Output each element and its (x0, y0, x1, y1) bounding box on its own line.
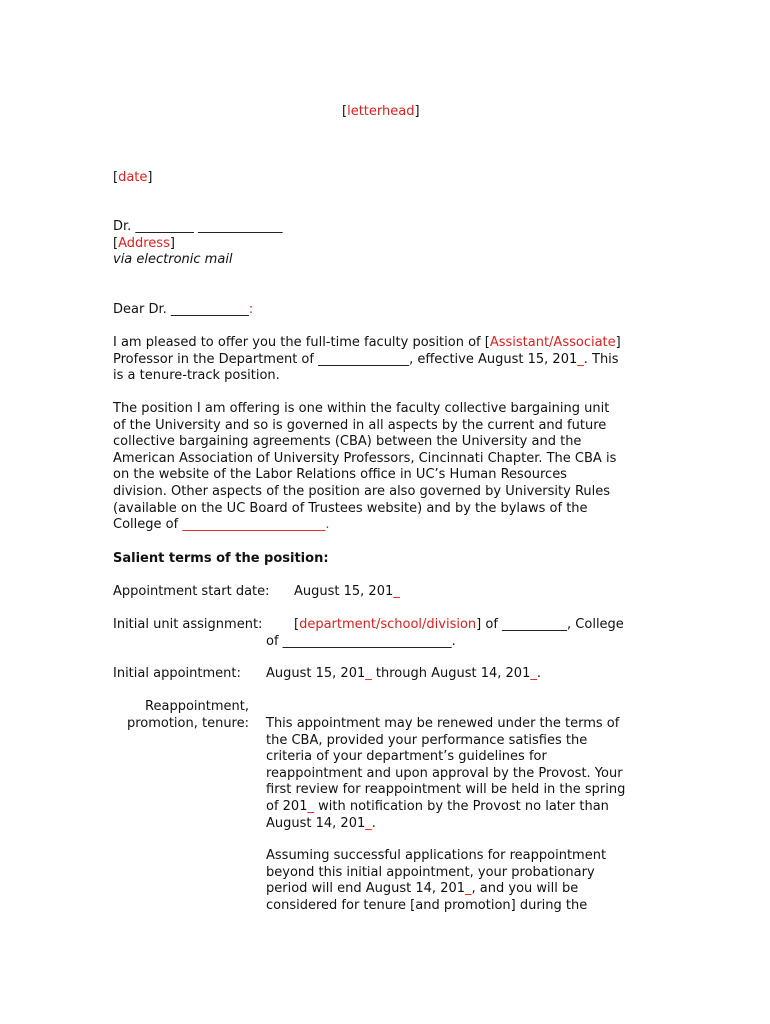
offer-line-1-post: ] (615, 335, 621, 350)
salutation-text: Dear Dr. ____________ (113, 302, 249, 317)
initial-appointment-value (266, 666, 541, 683)
initial-start-year-blank: _ (365, 666, 372, 681)
offer-line-2-post: . This (583, 351, 619, 367)
reappointment-paragraph-1 (266, 716, 625, 832)
reappointment-line: This appointment may be renewed under the terms of (266, 716, 620, 731)
reappointment-line-6 (266, 799, 625, 816)
probation-line-3 (266, 881, 606, 898)
letterhead-placeholder: [letterhead] (342, 104, 420, 119)
letterhead-text: letterhead (347, 104, 415, 119)
recipient-name: Dr. _________ _____________ (113, 219, 283, 234)
probation-line: beyond this initial appointment, your probationary (266, 864, 595, 880)
reappointment-line-7 (266, 816, 625, 833)
recipient-address: [Address] (113, 235, 175, 251)
review-year-pre: of 201 (266, 798, 308, 814)
college-label: College of (113, 517, 183, 533)
initial-mid: through August 14, 201 (371, 666, 531, 681)
offer-line-1-pre: I am pleased to offer you the full-time faculty position of [ (113, 335, 490, 350)
probation-year-blank: _ (465, 881, 472, 897)
date-placeholder: [date] (113, 170, 153, 185)
reappointment-label-line-2: promotion, tenure: (126, 715, 249, 731)
governance-line: of the University and so is governed in all aspects by the current and future (113, 417, 607, 433)
reappointment-label (127, 699, 249, 732)
governance-line: (available on the UC Board of Trustees website) and by the bylaws of the (113, 500, 588, 516)
reappointment-label-line-1: Reappointment, (145, 699, 249, 714)
college-blank: ______________________. (182, 517, 330, 533)
salutation (113, 302, 253, 319)
offer-line-1 (113, 335, 621, 352)
review-year-blank: _ (307, 798, 314, 814)
reappointment-paragraph-2 (266, 848, 606, 914)
offer-line-3: is a tenure-track position. (113, 368, 280, 384)
offer-line-2 (113, 352, 621, 369)
salutation-colon: : (248, 302, 254, 317)
offer-rank: Assistant/Associate (489, 335, 616, 350)
offer-paragraph (113, 335, 621, 385)
start-date-year-blank: _ (393, 584, 400, 599)
recipient-address-text: Address (118, 235, 170, 251)
unit-line-1-pre: [ (294, 617, 300, 632)
unit-line-1-post: ] of __________, College (476, 617, 624, 632)
date-text: date (118, 170, 148, 185)
governance-line: on the website of the Labor Relations office in UC’s Human Resources (113, 467, 567, 483)
probation-line: considered for tenure [and promotion] during the (266, 897, 588, 913)
governance-line: collective bargaining agreements (CBA) between the University and the (113, 434, 582, 450)
start-date-value (294, 584, 400, 601)
start-date-text: August 15, 201 (294, 584, 394, 599)
initial-appointment-label: Initial appointment: (113, 666, 241, 681)
recipient-delivery: via electronic mail (113, 252, 233, 268)
unit-line-2: of __________________________. (266, 634, 456, 649)
initial-post: . (536, 666, 541, 681)
start-date-label: Appointment start date: (113, 584, 270, 599)
recipient-block (113, 219, 283, 269)
unit-label: Initial unit assignment: (113, 617, 263, 632)
offer-year-blank: _ (577, 351, 584, 367)
probation-end-pre: period will end August 14, 201 (266, 881, 466, 897)
unit-line-1 (294, 617, 624, 634)
reappointment-line: first review for reappointment will be held in the spring (266, 782, 626, 798)
governance-line: American Association of University Professors, Cincinnati Chapter. The CBA is (113, 450, 617, 466)
notify-date-pre: August 14, 201 (266, 815, 366, 831)
notify-date-post: . (371, 815, 376, 831)
reappointment-line: reappointment and upon approval by the Provost. Your (266, 765, 623, 781)
governance-paragraph (113, 401, 616, 534)
reappointment-line: criteria of your department’s guidelines for (266, 749, 547, 765)
governance-line: The position I am offering is one within the faculty collective bargaining unit (113, 401, 610, 416)
unit-department: department/school/division (299, 617, 477, 632)
reappointment-line: the CBA, provided your performance satisfies the (266, 732, 588, 748)
initial-start: August 15, 201 (266, 666, 366, 681)
probation-end-post: , and you will be (471, 881, 579, 897)
offer-line-2-pre: Professor in the Department of ______________, effective August 15, 201 (113, 351, 578, 367)
governance-line-last (113, 517, 616, 534)
probation-line: Assuming successful applications for reappointment (266, 848, 607, 863)
governance-line: division. Other aspects of the position are also governed by University Rules (113, 483, 611, 499)
review-year-post: with notification by the Provost no later than (313, 798, 609, 814)
initial-end-year-blank: _ (530, 666, 537, 681)
notify-year-blank: _ (365, 815, 372, 831)
salient-terms-heading: Salient terms of the position: (113, 551, 329, 566)
